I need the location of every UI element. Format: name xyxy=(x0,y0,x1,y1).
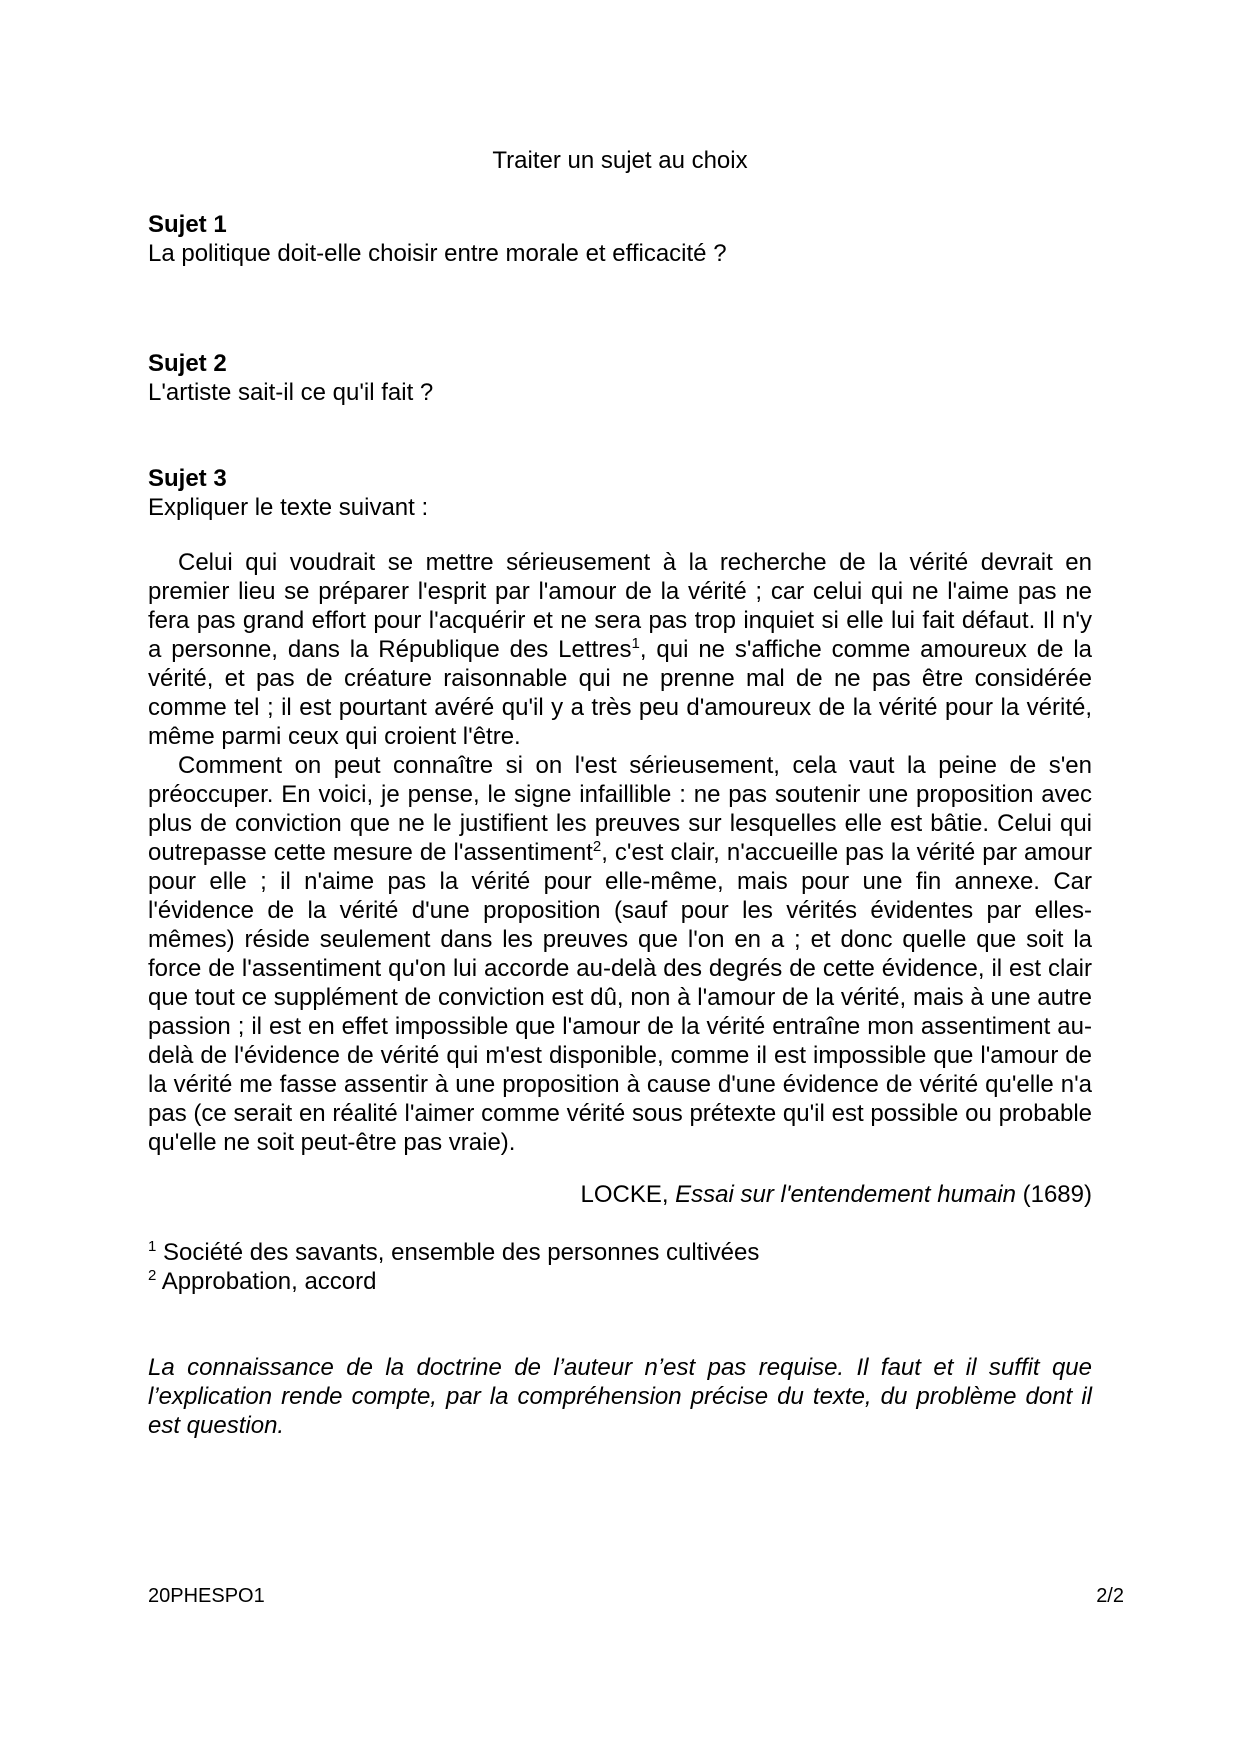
sujet-3-instruction: Expliquer le texte suivant : xyxy=(148,494,429,521)
footnote-1-text: Société des savants, ensemble des personnes cultivées xyxy=(156,1239,760,1266)
passage-p1-text-a: Celui qui voudrait se mettre sérieusement à la recherche de la vérité devrait en premier lieu se préparer l'esprit par l'amour de la vérité ; car celui qui ne l'aime pas ne fera pas grand effort pour l'acquérir et ne sera pas trop inquiet si elle lui fait défaut. Il n'y a personne, dans la République des Lettres xyxy=(148,549,1092,663)
sujet-2 xyxy=(148,349,1092,407)
citation xyxy=(148,1180,1092,1209)
footnote-ref-1: 1 xyxy=(631,635,640,652)
citation-year: (1689) xyxy=(1015,1181,1092,1208)
footnotes xyxy=(148,1238,1092,1296)
sujet-2-heading: Sujet 2 xyxy=(148,350,227,377)
exam-instruction: La connaissance de la doctrine de l’auteur n’est pas requise. Il faut et il suffit que l’explication rende compte, par la compréhension précise du texte, du problème dont il est question. xyxy=(148,1354,1092,1439)
passage-p1-text-b: , qui ne s'affiche comme amoureux de la vérité, et pas de créature raisonnable qui ne prenne mal de ne pas être considérée comme tel ; il est pourtant avéré qu'il y a très peu d'amoureux de la vérité pour la vérité, même parmi ceux qui croient l'être. xyxy=(148,636,1093,750)
footnote-ref-2: 2 xyxy=(592,838,602,855)
sujet-3 xyxy=(148,464,1092,522)
sujet-2-question: L'artiste sait-il ce qu'il fait ? xyxy=(148,379,434,406)
footer-page-number: 2/2 xyxy=(1096,1585,1124,1607)
sujet-1-heading: Sujet 1 xyxy=(148,211,227,238)
footnote-2 xyxy=(148,1267,1092,1296)
citation-work: Essai sur l'entendement humain xyxy=(675,1181,1016,1208)
passage-p2-text-b: , c'est clair, n'accueille pas la vérité par amour pour elle ; il n'aime pas la vérité pour elle-même, mais pour une fin annexe. Car l'évidence de la vérité d'une proposition (sauf pour les vérités évidentes par elles-mêmes) réside seulement dans les preuves que l'on en a ; et donc quelle que soit la force de l'assentiment qu'on lui accorde au-delà des degrés de cette évidence, il est clair que tout ce supplément de conviction est dû, non à l'amour de la vérité, mais à une autre passion ; il est en effet impossible que l'amour de la vérité entraîne mon assentiment au-delà de l'évidence de vérité qui m'est disponible, comme il est impossible que l'amour de la vérité me fasse assentir à une proposition à cause d'une évidence de vérité qu'elle n'a pas (ce serait en réalité l'aimer comme vérité sous prétexte qu'il est possible ou probable qu'elle ne soit peut-être pas vraie). xyxy=(148,839,1092,1156)
passage-paragraph-1 xyxy=(148,548,1092,751)
passage-paragraph-2 xyxy=(148,751,1092,1157)
sujet-3-heading: Sujet 3 xyxy=(148,465,227,492)
citation-author: LOCKE, xyxy=(580,1181,676,1208)
footnote-1 xyxy=(148,1238,1092,1267)
sujet-1 xyxy=(148,210,1092,268)
sujet-1-question: La politique doit-elle choisir entre morale et efficacité ? xyxy=(148,240,727,267)
passage-p2-text-a: Comment on peut connaître si on l'est sérieusement, cela vaut la peine de s'en préoccuper. En voici, je pense, le signe infaillible : ne pas soutenir une proposition avec plus de conviction que ne le justifient les preuves sur lesquelles elle est bâtie. Celui qui outrepasse cette mesure de l'assentiment xyxy=(148,752,1092,866)
locke-passage xyxy=(148,548,1092,1157)
footnote-2-text: Approbation, accord xyxy=(156,1268,377,1295)
page-title: Traiter un sujet au choix xyxy=(492,147,748,174)
footnote-2-mark: 2 xyxy=(148,1267,157,1284)
footnote-1-mark: 1 xyxy=(148,1238,157,1255)
footer-code: 20PHESPO1 xyxy=(148,1585,265,1607)
